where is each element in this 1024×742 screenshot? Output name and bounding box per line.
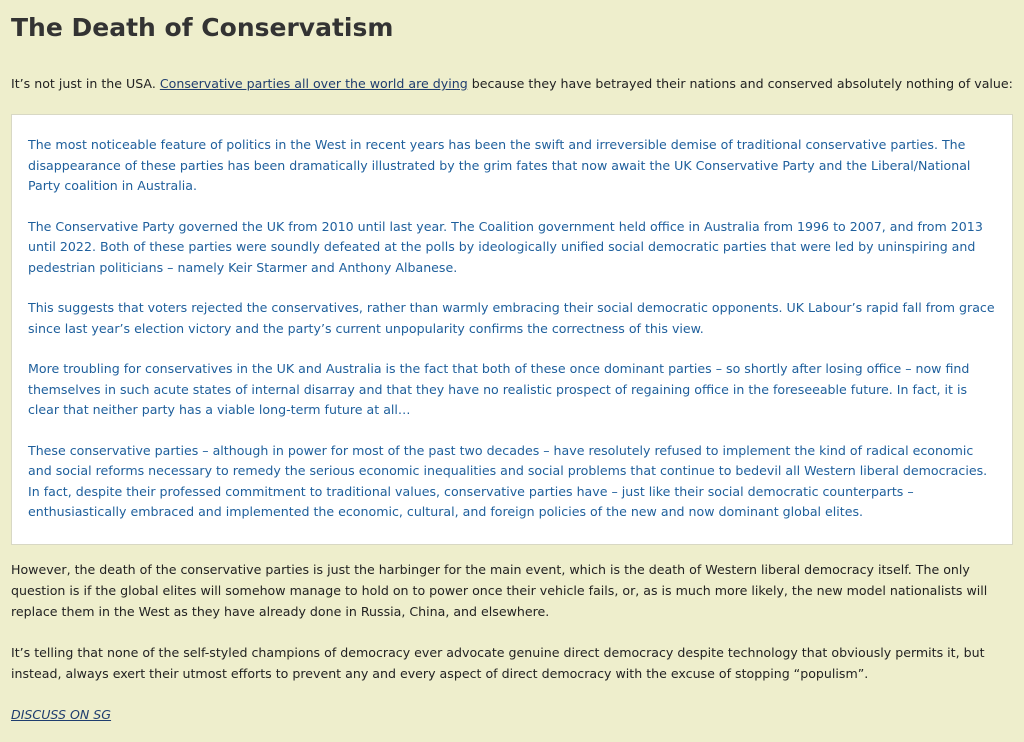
intro-text-before-link: It’s not just in the USA. — [11, 76, 160, 91]
quote-paragraph: These conservative parties – although in power for most of the past two decades – have resolutely refused to implement the kind of radical economic and social reforms necessary to remedy the serious economic inequalities and social problems that continue to bedevil all Western liberal democracies. In fact, despite their professed commitment to traditional values, conservative parties have – just like their social democratic counterparts – enthusiastically embraced and implemented the economic, cultural, and foreign policies of the new and now dominant global elites. — [28, 442, 988, 519]
discuss-on-sg-link[interactable]: DISCUSS ON SG — [11, 707, 112, 722]
intro-text-after-link: because they have betrayed their nations and conserved absolutely nothing of value: — [467, 76, 1013, 91]
body-paragraph: However, the death of the conservative parties is just the harbinger for the main event, which is the death of Western liberal democracy itself. The only question is if the global elites will somehow manage to hold on to power once their vehicle fails, or, as is much more likely, the new model nationalists will replace them in the West as they have already done in Russia, China, and elsewhere. — [11, 562, 988, 619]
quote-paragraph: The Conservative Party governed the UK from 2010 until last year. The Coalition government held office in Australia from 1996 to 2007, and from 2013 until 2022. Both of these parties were soundly defeated at the polls by ideologically unified social democratic parties that were led by uninspiring and pedestrian politicians – namely Keir Starmer and Anthony Albanese. — [28, 218, 983, 275]
quote-paragraph: This suggests that voters rejected the conservatives, rather than warmly embracing their social democratic opponents. UK Labour’s rapid fall from grace since last year’s election victory and the party’s current unpopularity confirms the correctness of this view. — [28, 300, 995, 336]
conservative-parties-link[interactable]: Conservative parties all over the world are dying — [159, 76, 468, 91]
quote-paragraph: The most noticeable feature of politics in the West in recent years has been the swift and irreversible demise of traditional conservative parties. The disappearance of these parties has been dramatically illustrated by the grim fates that now await the UK Conservative Party and the Liberal/National Party coalition in Australia. — [28, 137, 971, 193]
body-paragraph: It’s telling that none of the self-styled champions of democracy ever advocate genuine direct democracy despite technology that obviously permits it, but instead, always exert their utmost efforts to prevent any and every aspect of direct democracy with the excuse of stopping “populism”. — [11, 645, 985, 681]
intro-paragraph — [11, 73, 1013, 94]
post-title: The Death of Conservatism — [11, 13, 394, 42]
quoted-article — [11, 114, 1013, 545]
quote-paragraph: More troubling for conservatives in the UK and Australia is the fact that both of these once dominant parties – so shortly after losing office – now find themselves in such acute states of internal disarray and that they have no realistic prospect of regaining office in the foreseeable future. In fact, it is clear that neither party has a viable long-term future at all… — [28, 361, 970, 417]
